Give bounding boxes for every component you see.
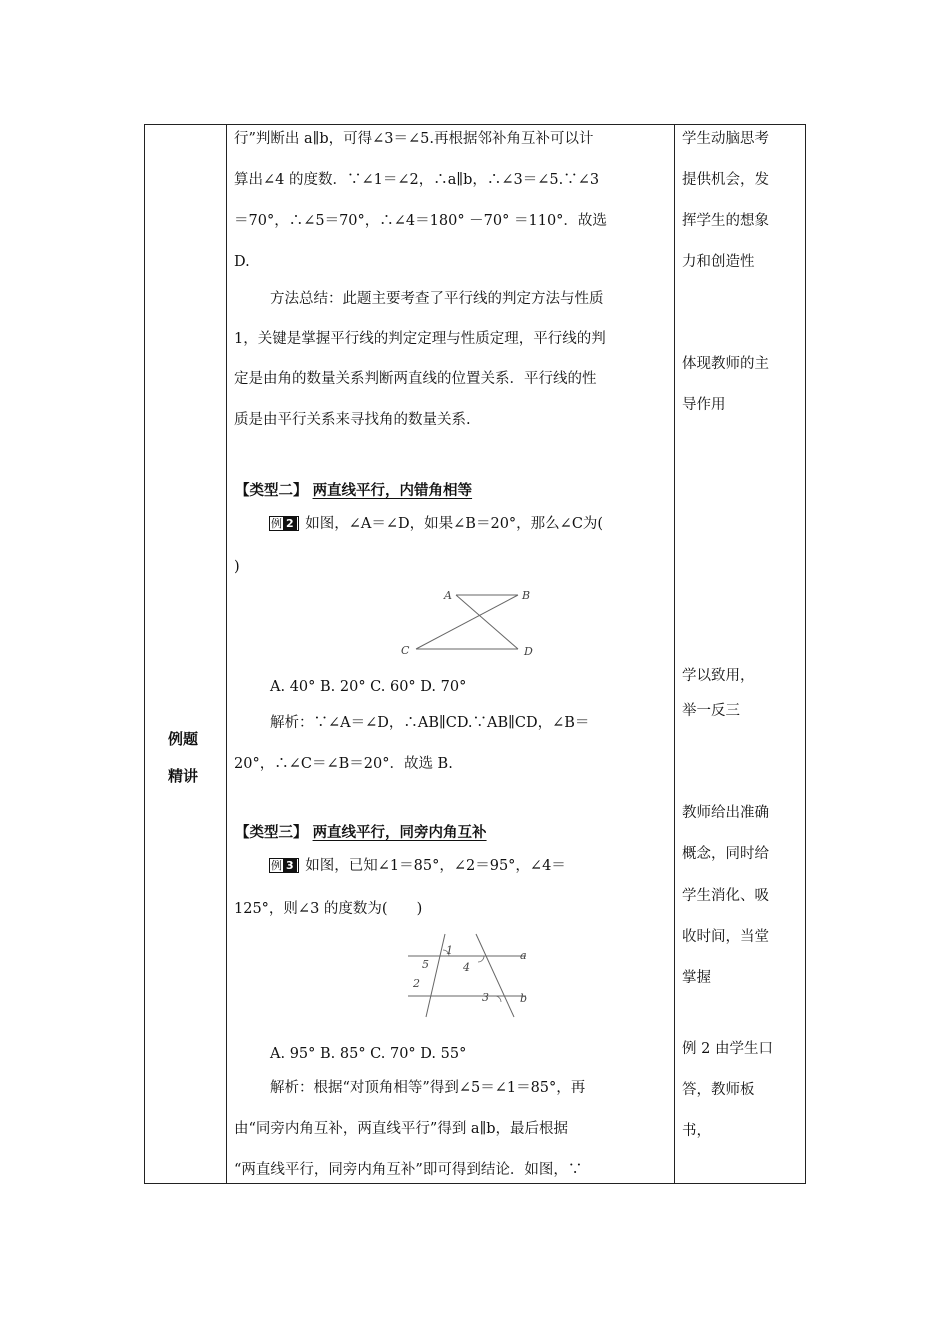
side-note-line: 收时间，当堂: [682, 929, 769, 945]
example3-figure: [398, 932, 538, 1022]
example3-analysis-line: 解析：根据“对顶角相等”得到∠5＝∠1＝85°，再: [270, 1080, 586, 1096]
analysis-line: ＝70°，∴∠5＝70°，∴∠4＝180° －70° ＝110°．故选: [234, 213, 607, 229]
summary-line: 1，关键是掌握平行线的判定定理与性质定理，平行线的判: [234, 331, 606, 347]
side-note-line: 体现教师的主: [682, 356, 769, 372]
side-note-line: 概念，同时给: [682, 846, 769, 862]
example3-analysis-line: “两直线平行，同旁内角互补”即可得到结论．如图，∵: [234, 1162, 583, 1178]
side-note-line: 学生动脑思考: [682, 131, 769, 147]
type2-title: 两直线平行，内错角相等: [312, 483, 473, 499]
example3-analysis-line: 由“同旁内角互补，两直线平行”得到 a∥b，最后根据: [234, 1121, 569, 1137]
side-note-line: 挥学生的想象: [682, 213, 769, 229]
point-label-b: B: [522, 589, 531, 602]
transversal-right: [476, 934, 514, 1017]
example3-options: A. 95° B. 85° C. 70° D. 55°: [270, 1046, 467, 1062]
example2-badge: 例 2: [269, 516, 299, 531]
side-note-line: 书，: [682, 1123, 711, 1139]
side-note-line: 教师给出准确: [682, 805, 769, 821]
angle-label-3: 3: [482, 991, 489, 1004]
angle-label-1: 1: [446, 944, 453, 957]
column-divider-left: [226, 125, 227, 1183]
row-label-line1: 例题: [168, 730, 199, 748]
angle3-arc: [495, 996, 501, 1002]
side-note-line: 例 2 由学生口: [682, 1041, 773, 1057]
segment-ad: [456, 595, 518, 649]
angle4-arc: [478, 956, 484, 962]
example3-badge: 例 3: [269, 858, 299, 873]
analysis-line: D.: [234, 254, 250, 270]
line-label-b: b: [520, 992, 528, 1005]
row-label-line2: 精讲: [168, 767, 199, 785]
example2-options: A. 40° B. 20° C. 60° D. 70°: [270, 679, 467, 695]
line-label-a: a: [520, 949, 527, 962]
example2-figure: [390, 582, 550, 662]
analysis-line: 算出∠4 的度数．∵∠1＝∠2，∴a∥b，∴∠3＝∠5.∵∠3: [234, 172, 600, 188]
column-divider-right: [674, 125, 675, 1183]
point-label-d: D: [524, 645, 533, 658]
transversal-left: [426, 934, 445, 1017]
angle-label-4: 4: [463, 961, 470, 974]
angle-label-5: 5: [422, 958, 429, 971]
example3-question: 例 3 如图，已知∠1＝85°，∠2＝95°，∠4＝: [271, 858, 566, 874]
angle-label-2: 2: [413, 977, 420, 990]
example2-question: 例 2 如图，∠A＝∠D，如果∠B＝20°，那么∠C为(: [271, 516, 604, 532]
example3-question-end: 125°，则∠3 的度数为( ): [234, 901, 423, 917]
point-label-c: C: [401, 644, 410, 657]
side-note-line: 力和创造性: [682, 254, 755, 270]
example2-question-end: ): [234, 559, 240, 575]
segment-cb: [416, 595, 518, 649]
type2-heading: [235, 481, 472, 501]
type3-heading: [235, 823, 487, 843]
summary-line: 方法总结：此题主要考查了平行线的判定方法与性质: [270, 291, 604, 307]
example2-analysis-line: 解析：∵∠A＝∠D，∴AB∥CD.∵AB∥CD，∠B＝: [270, 715, 590, 731]
side-note-line: 掌握: [682, 970, 711, 986]
side-note-line: 导作用: [682, 397, 726, 413]
point-label-a: A: [444, 589, 452, 602]
side-note-line: 学以致用，: [682, 668, 755, 684]
summary-line: 定是由角的数量关系判断两直线的位置关系．平行线的性: [234, 371, 597, 387]
side-note-line: 提供机会，发: [682, 172, 769, 188]
example2-analysis-line: 20°，∴∠C＝∠B＝20°．故选 B.: [234, 756, 453, 772]
side-note-line: 举一反三: [682, 703, 740, 719]
type3-title: 两直线平行，同旁内角互补: [312, 825, 487, 841]
analysis-line: 行”判断出 a∥b，可得∠3＝∠5.再根据邻补角互补可以计: [234, 131, 594, 147]
type3-tag: 【类型三】: [235, 825, 308, 841]
side-note-line: 学生消化、吸: [682, 888, 769, 904]
summary-line: 质是由平行关系来寻找角的数量关系.: [234, 412, 471, 428]
type2-tag: 【类型二】: [235, 483, 308, 499]
side-note-line: 答，教师板: [682, 1082, 755, 1098]
